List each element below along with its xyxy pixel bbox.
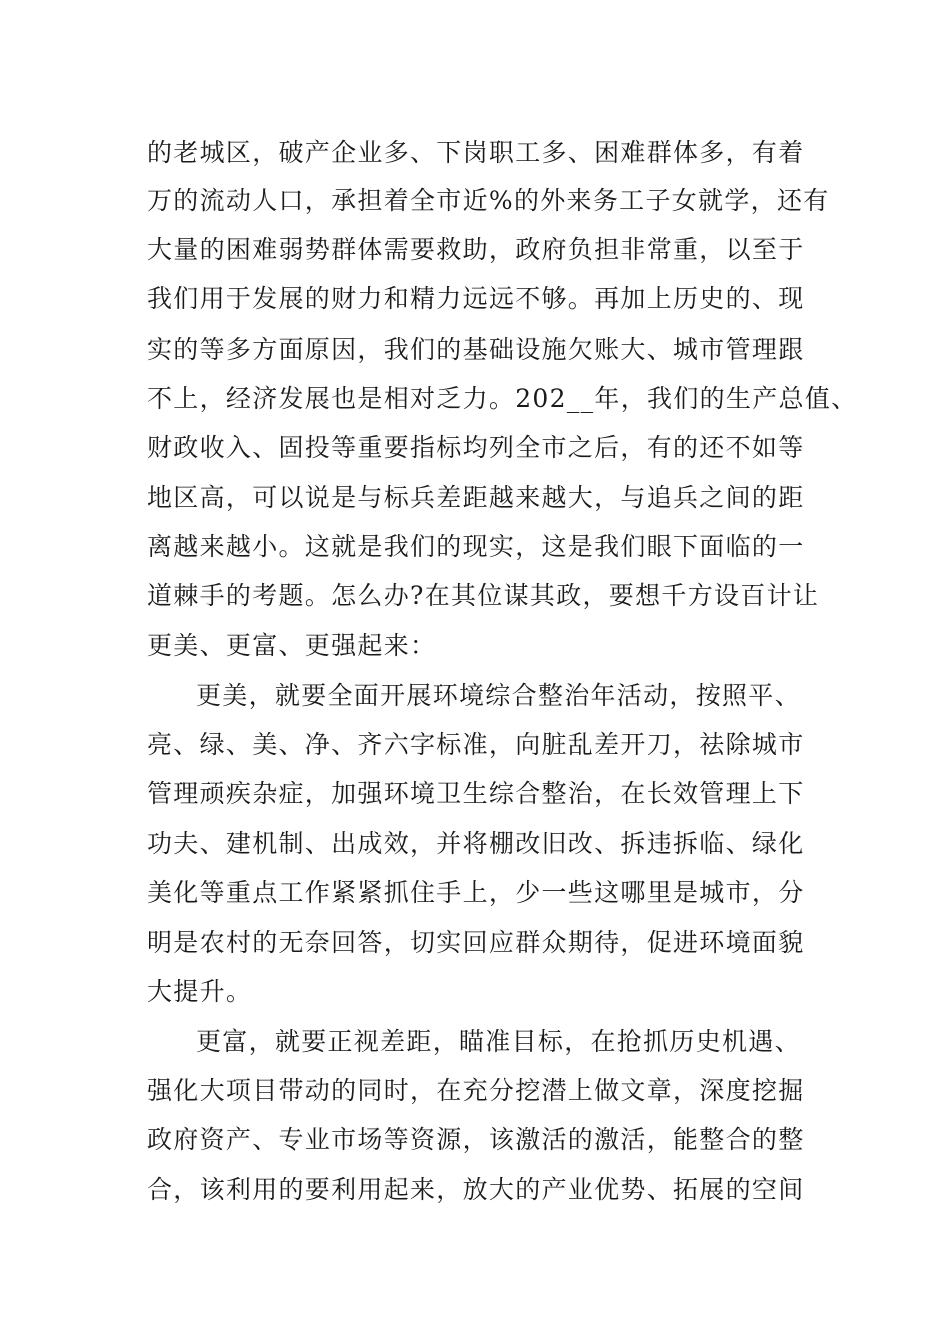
text-line: 亮、绿、美、净、齐六字标准，向脏乱差开刀，祛除城市 <box>147 730 805 759</box>
text-line: 的老城区，破产企业多、下岗职工多、困难群体多，有着 <box>147 138 805 167</box>
text-line: 财政收入、固投等重要指标均列全市之后，有的还不如等 <box>147 433 805 462</box>
text-line: 不上，经济发展也是相对乏力。202__年，我们的生产总值、 <box>147 384 858 413</box>
text-line: 离越来越小。这就是我们的现实，这是我们眼下面临的一 <box>147 532 805 561</box>
text-line: 大提升。 <box>147 977 253 1006</box>
text-line: 我们用于发展的财力和精力远远不够。再加上历史的、现 <box>147 284 805 313</box>
paragraph-first-line: 更美，就要全面开展环境综合整治年活动，按照平、 <box>196 681 801 710</box>
text-line: 明是农村的无奈回答，切实回应群众期待，促进环境面貌 <box>147 928 805 957</box>
text-line: 实的等多方面原因，我们的基础设施欠账大、城市管理跟 <box>147 335 805 364</box>
text-line: 万的流动人口，承担着全市近%的外来务工子女就学，还有 <box>147 186 830 215</box>
text-line: 管理顽疾杂症，加强环境卫生综合整治，在长效管理上下 <box>147 779 805 808</box>
text-line: 强化大项目带动的同时，在充分挖潜上做文章，深度挖掘 <box>147 1076 805 1105</box>
text-line: 美化等重点工作紧紧抓住手上，少一些这哪里是城市，分 <box>147 878 805 907</box>
text-line: 大量的困难弱势群体需要救助，政府负担非常重，以至于 <box>147 235 805 264</box>
text-line: 更美、更富、更强起来： <box>147 631 437 660</box>
text-line: 政府资产、专业市场等资源，该激活的激活，能整合的整 <box>147 1125 805 1154</box>
text-line: 道棘手的考题。怎么办?在其位谋其政，要想千方设百计让 <box>147 581 820 610</box>
text-line: 功夫、建机制、出成效，并将棚改旧改、拆违拆临、绿化 <box>147 829 805 858</box>
text-line: 地区高，可以说是与标兵差距越来越大，与追兵之间的距 <box>147 483 805 512</box>
text-line: 合，该利用的要利用起来，放大的产业优势、拓展的空间 <box>147 1175 805 1204</box>
paragraph-first-line: 更富，就要正视差距，瞄准目标，在抢抓历史机遇、 <box>196 1027 801 1056</box>
